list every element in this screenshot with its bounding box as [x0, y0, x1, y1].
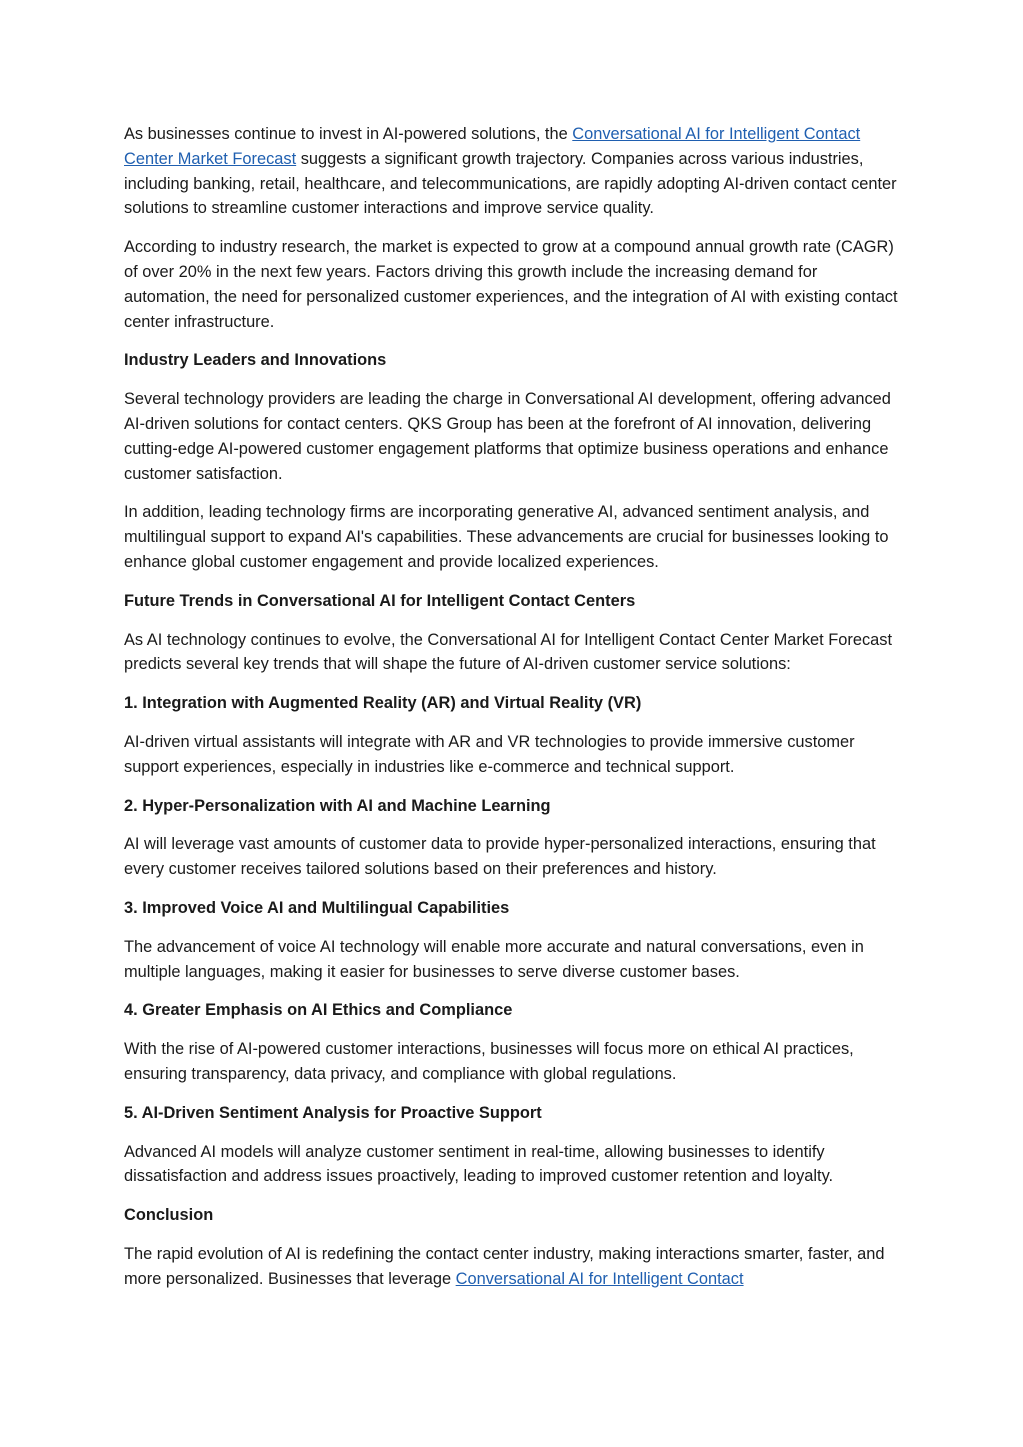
trend-4-text: With the rise of AI-powered customer interactions, businesses will focus more on ethical AI practices, ensuring transparency, data privacy, and compliance with global regulations. — [124, 1040, 854, 1083]
conclusion-heading: Conclusion — [124, 1206, 214, 1225]
trend-1-text: AI-driven virtual assistants will integrate with AR and VR technologies to provide immersive customer support experiences, especially in industries like e-commerce and technical support. — [124, 732, 855, 776]
future-trends-heading: Future Trends in Conversational AI for Intelligent Contact Centers — [124, 591, 636, 610]
generative-ai-paragraph: In addition, leading technology firms are incorporating generative AI, advanced sentiment analysis, and multilingual support to expand AI's capabilities. These advancements are crucial for businesses looking to enhance global customer engagement and provide localized experiences. — [124, 503, 889, 571]
market-research-paragraph: According to industry research, the market is expected to grow at a compound annual growth rate (CAGR) of over 20% in the next few years. Factors driving this growth include the increasing demand for automation, the need for personalized customer experiences, and the integration of AI with existing contact center infrastructure. — [124, 238, 898, 331]
future-trends-intro: As AI technology continues to evolve, the Conversational AI for Intelligent Contact Center Market Forecast predicts several key trends that will shape the future of AI-driven customer service solutions: — [124, 630, 893, 674]
trend-5-text: Advanced AI models will analyze customer sentiment in real-time, allowing businesses to identify dissatisfaction and address issues proactively, leading to improved customer retention and loyalty. — [124, 1142, 834, 1186]
conclusion-text-start: The rapid evolution of AI is redefining the contact center industry, making interactions smarter, faster, and more personalized. Businesses that leverage — [124, 1244, 885, 1288]
trend-2-text: AI will leverage vast amounts of customer data to provide hyper-personalized interactions, ensuring that every customer receives tailored solutions based on their preferences and history. — [124, 835, 876, 879]
trend-3-text: The advancement of voice AI technology will enable more accurate and natural conversations, even in multiple languages, making it easier for businesses to serve diverse customer bases. — [124, 937, 864, 981]
trend-4-heading: 4. Greater Emphasis on AI Ethics and Compliance — [124, 1001, 513, 1020]
conclusion-forecast-link[interactable]: Conversational AI for Intelligent Contact — [455, 1269, 744, 1288]
intro-paragraph — [124, 122, 904, 221]
conclusion-paragraph — [124, 1242, 904, 1292]
trend-1-heading: 1. Integration with Augmented Reality (AR) and Virtual Reality (VR) — [124, 694, 642, 713]
trend-5-heading: 5. AI-Driven Sentiment Analysis for Proactive Support — [124, 1103, 542, 1122]
trend-2-heading: 2. Hyper-Personalization with AI and Machine Learning — [124, 796, 551, 815]
market-forecast-link[interactable]: Conversational AI for Intelligent Contact Center Market Forecast — [124, 125, 861, 168]
intro-text-start: As businesses continue to invest in AI-powered solutions, the — [124, 125, 573, 143]
trend-3-heading: 3. Improved Voice AI and Multilingual Capabilities — [124, 898, 510, 917]
industry-leaders-heading: Industry Leaders and Innovations — [124, 351, 387, 370]
technology-providers-paragraph: Several technology providers are leading the charge in Conversational AI development, offering advanced AI-driven solutions for contact centers. QKS Group has been at the forefront of AI innovation, delivering cutting-edge AI-powered customer engagement platforms that optimize business operations and enhance customer satisfaction. — [124, 390, 891, 483]
intro-text-end: suggests a significant growth trajectory. Companies across various industries, including banking, retail, healthcare, and telecommunications, are rapidly adopting AI-driven contact center solutions to streamline customer interactions and improve service quality. — [124, 149, 897, 218]
document-page — [124, 122, 904, 1305]
